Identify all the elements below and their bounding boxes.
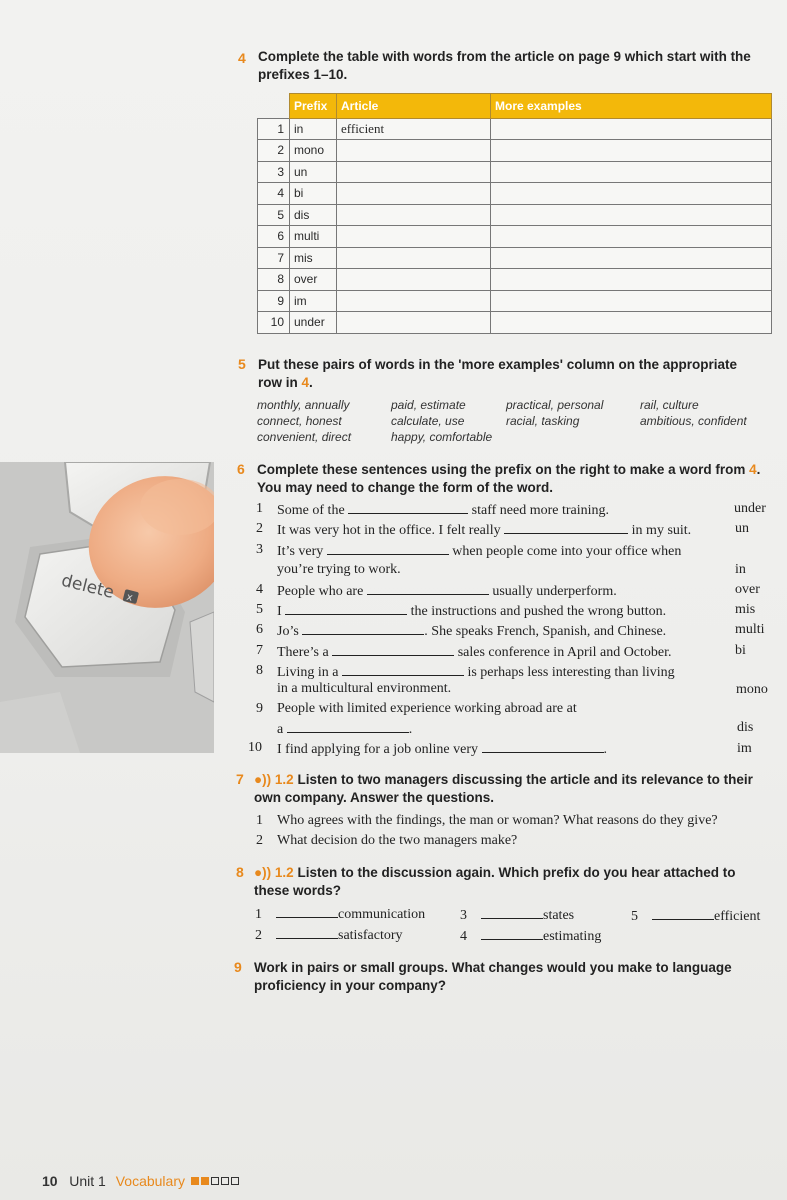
sentence-8 [277,663,675,681]
row-article[interactable] [337,140,491,162]
audio-icon[interactable]: ●)) [254,865,275,880]
exercise-5-ref: 4 [301,375,310,390]
audio-track[interactable]: 1.2 [274,865,294,880]
row-prefix: dis [290,204,337,226]
exercise-4-instruction-line1: Complete the table with words from the article on page 9 which start with the [258,49,751,64]
audio-track[interactable]: 1.2 [274,772,294,787]
sentence-number: 9 [256,701,263,716]
answer-blank[interactable] [342,663,464,676]
item-number: 5 [631,909,638,924]
row-more-examples[interactable] [491,269,772,291]
prefix-word: over [735,582,760,597]
progress-square [191,1177,199,1185]
table-row [258,204,772,226]
row-number: 2 [258,140,290,162]
audio-icon[interactable]: ●)) [254,772,275,787]
answer-blank[interactable] [367,582,489,595]
prefix-item-5 [631,907,760,925]
row-prefix: in [290,118,337,140]
prefix-word: under [734,501,766,516]
word-pair: practical, personal [506,398,604,412]
exercise-5-instruction-line2: row in [258,375,302,390]
item-word: efficient [714,909,761,924]
sentence-text: People with limited experience working abroad are at [277,701,577,716]
exercise-5-number: 5 [238,356,246,372]
exercise-7-number: 7 [236,771,244,787]
sentence-number: 1 [256,501,263,516]
word-pair: convenient, direct [257,430,352,444]
sentence-text: usually underperform. [492,584,617,599]
delete-key-icon-glyph: x [125,591,134,604]
word-pair: racial, tasking [506,414,580,428]
row-more-examples[interactable] [491,140,772,162]
pairs-column-3 [506,397,603,429]
exercise-9-number: 9 [234,959,242,975]
delete-key-label: delete [59,570,117,604]
prefix-word: multi [735,622,765,637]
row-more-examples[interactable] [491,204,772,226]
exercise-6-instruction-line2: You may need to change the form of the word. [257,480,554,495]
row-number: 9 [258,290,290,312]
prefix-item-3 [460,906,574,924]
sentence-text: in a multicultural environment. [277,681,452,696]
prefix-word: bi [735,643,746,658]
page-number: 10 [42,1173,58,1189]
prefix-word: un [735,521,749,536]
row-more-examples[interactable] [491,290,772,312]
row-article[interactable] [337,204,491,226]
sentence-10 [277,740,607,758]
word-pair: ambitious, confident [640,414,747,428]
row-number: 1 [258,118,290,140]
exercise-6-ref-end: . [756,462,761,477]
row-prefix: over [290,269,337,291]
word-pair: connect, honest [257,414,342,428]
answer-blank[interactable] [285,602,407,615]
item-number: 1 [255,907,262,922]
exercise-8-instruction-line1: Listen to the discussion again. Which prefix do you hear attached to [297,865,736,880]
exercise-9-instruction-line1: Work in pairs or small groups. What changes would you make to language [254,960,732,975]
table-row [258,269,772,291]
table-row [258,247,772,269]
row-more-examples[interactable] [491,118,772,140]
pairs-column-4 [640,397,747,429]
row-more-examples[interactable] [491,183,772,205]
sentence-4 [277,582,617,600]
sentence-number: 2 [256,521,263,536]
exercise-5-ref-end: . [309,375,313,390]
prefix-item-2 [255,926,403,944]
row-number: 10 [258,312,290,334]
sentence-text: . [408,722,413,737]
header-more-examples: More examples [491,94,772,119]
sentence-text: It was very hot in the office. I felt really [277,523,501,538]
sentence-text: the instructions and pushed the wrong button. [410,604,667,619]
row-prefix: bi [290,183,337,205]
row-article[interactable] [337,161,491,183]
progress-square [211,1177,219,1185]
exercise-6-instruction [257,461,787,497]
row-prefix: under [290,312,337,334]
exercise-6-instruction-line1: Complete these sentences using the prefix on the right to make a word from [257,462,750,477]
sentence-1 [277,501,609,519]
prefix-word: im [737,741,752,756]
item-word: communication [338,907,426,922]
table-row [258,290,772,312]
answer-blank[interactable] [327,542,449,555]
exercise-7-instruction [254,771,784,807]
sentence-3 [277,542,681,560]
row-prefix: mis [290,247,337,269]
answer-blank[interactable] [348,501,468,514]
item-word: states [543,908,575,923]
question-number: 1 [256,813,263,828]
row-article[interactable] [337,269,491,291]
sentence-5 [277,602,666,620]
word-pair: monthly, annually [257,398,350,412]
row-number: 4 [258,183,290,205]
item-number: 2 [255,928,262,943]
exercise-5-instruction-line1: Put these pairs of words in the 'more examples' column on the appropriate [258,357,738,372]
sentence-text: is perhaps less interesting than living [467,665,675,680]
section-progress-indicator [189,1173,239,1189]
row-article[interactable] [337,226,491,248]
exercise-7-instruction-line1: Listen to two managers discussing the article and its relevance to their [297,772,753,787]
exercise-4-instruction-line2: prefixes 1–10. [258,67,348,82]
progress-square [221,1177,229,1185]
sentence-8-cont [277,681,451,697]
sentence-3-cont [277,562,401,578]
sentence-6 [277,622,666,640]
item-word: satisfactory [338,928,403,943]
answer-blank[interactable] [481,927,543,940]
prefix-word: mono [736,682,768,697]
exercise-7-instruction-line2: own company. Answer the questions. [254,790,495,805]
sentence-text: in my suit. [631,523,692,538]
answer-blank[interactable] [287,720,409,733]
table-row [258,140,772,162]
sentence-text: . [603,742,608,757]
table-corner [258,94,266,115]
answer-blank[interactable] [302,622,424,635]
row-prefix: multi [290,226,337,248]
exercise-4-instruction [258,48,778,84]
row-more-examples[interactable] [491,226,772,248]
row-more-examples[interactable] [491,161,772,183]
sentence-number: 7 [256,643,263,658]
prefix-word: mis [735,602,756,617]
sentence-text: I find applying for a job online very [277,742,479,757]
sentence-number: 4 [256,582,263,597]
row-prefix: un [290,161,337,183]
sentence-text: People who are [277,584,364,599]
table-row [258,161,772,183]
sentence-text: Some of the [277,503,345,518]
sentence-text: a [277,722,284,737]
answer-blank[interactable] [332,643,454,656]
sentence-text: staff need more training. [471,503,610,518]
word-pair: calculate, use [391,414,465,428]
sentence-text: you’re trying to work. [277,562,401,577]
pairs-column-1 [257,397,351,445]
exercise-8-instruction-line2: these words? [254,883,342,898]
row-prefix: mono [290,140,337,162]
unit-label: Unit 1 [69,1173,106,1189]
question-2: What decision do the two managers make? [277,833,518,848]
header-article: Article [337,94,491,119]
sentence-text: I [277,604,282,619]
answer-blank[interactable] [481,906,543,919]
answer-blank[interactable] [652,907,714,920]
answer-blank[interactable] [504,521,628,534]
table-row [258,312,772,334]
exercise-6-ref: 4 [749,462,757,477]
exercise-4-number: 4 [238,50,246,66]
word-pair: happy, comfortable [391,430,493,444]
sentence-text: sales conference in April and October. [457,645,672,660]
exercise-6-number: 6 [237,461,245,477]
row-article[interactable] [337,290,491,312]
row-number: 8 [258,269,290,291]
progress-square [201,1177,209,1185]
row-number: 7 [258,247,290,269]
item-number: 4 [460,929,467,944]
row-number: 3 [258,161,290,183]
question-1: Who agrees with the findings, the man or woman? What reasons do they give? [277,813,718,828]
prefix-item-1 [255,905,425,923]
sentence-7 [277,643,672,661]
answer-blank[interactable] [276,926,338,939]
row-article[interactable]: efficient [337,118,491,140]
sentence-number: 3 [256,542,263,557]
exercise-9-instruction-line2: proficiency in your company? [254,978,447,993]
answer-blank[interactable] [276,905,338,918]
sentence-text: . She speaks French, Spanish, and Chinese. [424,624,667,639]
sentence-number: 8 [256,663,263,678]
progress-square [231,1177,239,1185]
sentence-text: when people come into your office when [452,544,682,559]
table-row [258,118,772,140]
item-word: estimating [543,929,602,944]
section-label: Vocabulary [115,1173,185,1189]
header-prefix: Prefix [290,94,337,119]
sentence-9 [277,701,577,717]
row-article[interactable] [337,247,491,269]
keyboard-illustration [0,462,214,753]
sentence-number: 6 [256,622,263,637]
sentence-text: Jo’s [277,624,299,639]
row-more-examples[interactable] [491,247,772,269]
sentence-number: 10 [248,740,262,755]
sentence-text: Living in a [277,665,339,680]
row-article[interactable] [337,183,491,205]
prefix-item-4 [460,927,601,945]
exercise-5-instruction [258,356,778,392]
table-row [258,226,772,248]
exercise-9-instruction [254,959,784,995]
sentence-text: It’s very [277,544,324,559]
question-number: 2 [256,833,263,848]
answer-blank[interactable] [482,740,604,753]
row-number: 5 [258,204,290,226]
row-prefix: im [290,290,337,312]
keyboard-photo [0,462,214,753]
word-pair: rail, culture [640,398,699,412]
table-row [258,183,772,205]
page-footer [42,1173,239,1189]
item-number: 3 [460,908,467,923]
prefix-word: in [735,562,746,577]
pairs-column-2 [391,397,492,445]
prefix-table [257,93,772,334]
row-number: 6 [258,226,290,248]
word-pair: paid, estimate [391,398,466,412]
exercise-8-instruction [254,864,784,900]
sentence-text: There’s a [277,645,329,660]
sentence-number: 5 [256,602,263,617]
row-article[interactable] [337,312,491,334]
exercise-8-number: 8 [236,864,244,880]
sentence-9-cont [277,720,412,738]
sentence-2 [277,521,691,539]
row-more-examples[interactable] [491,312,772,334]
prefix-word: dis [737,720,754,735]
